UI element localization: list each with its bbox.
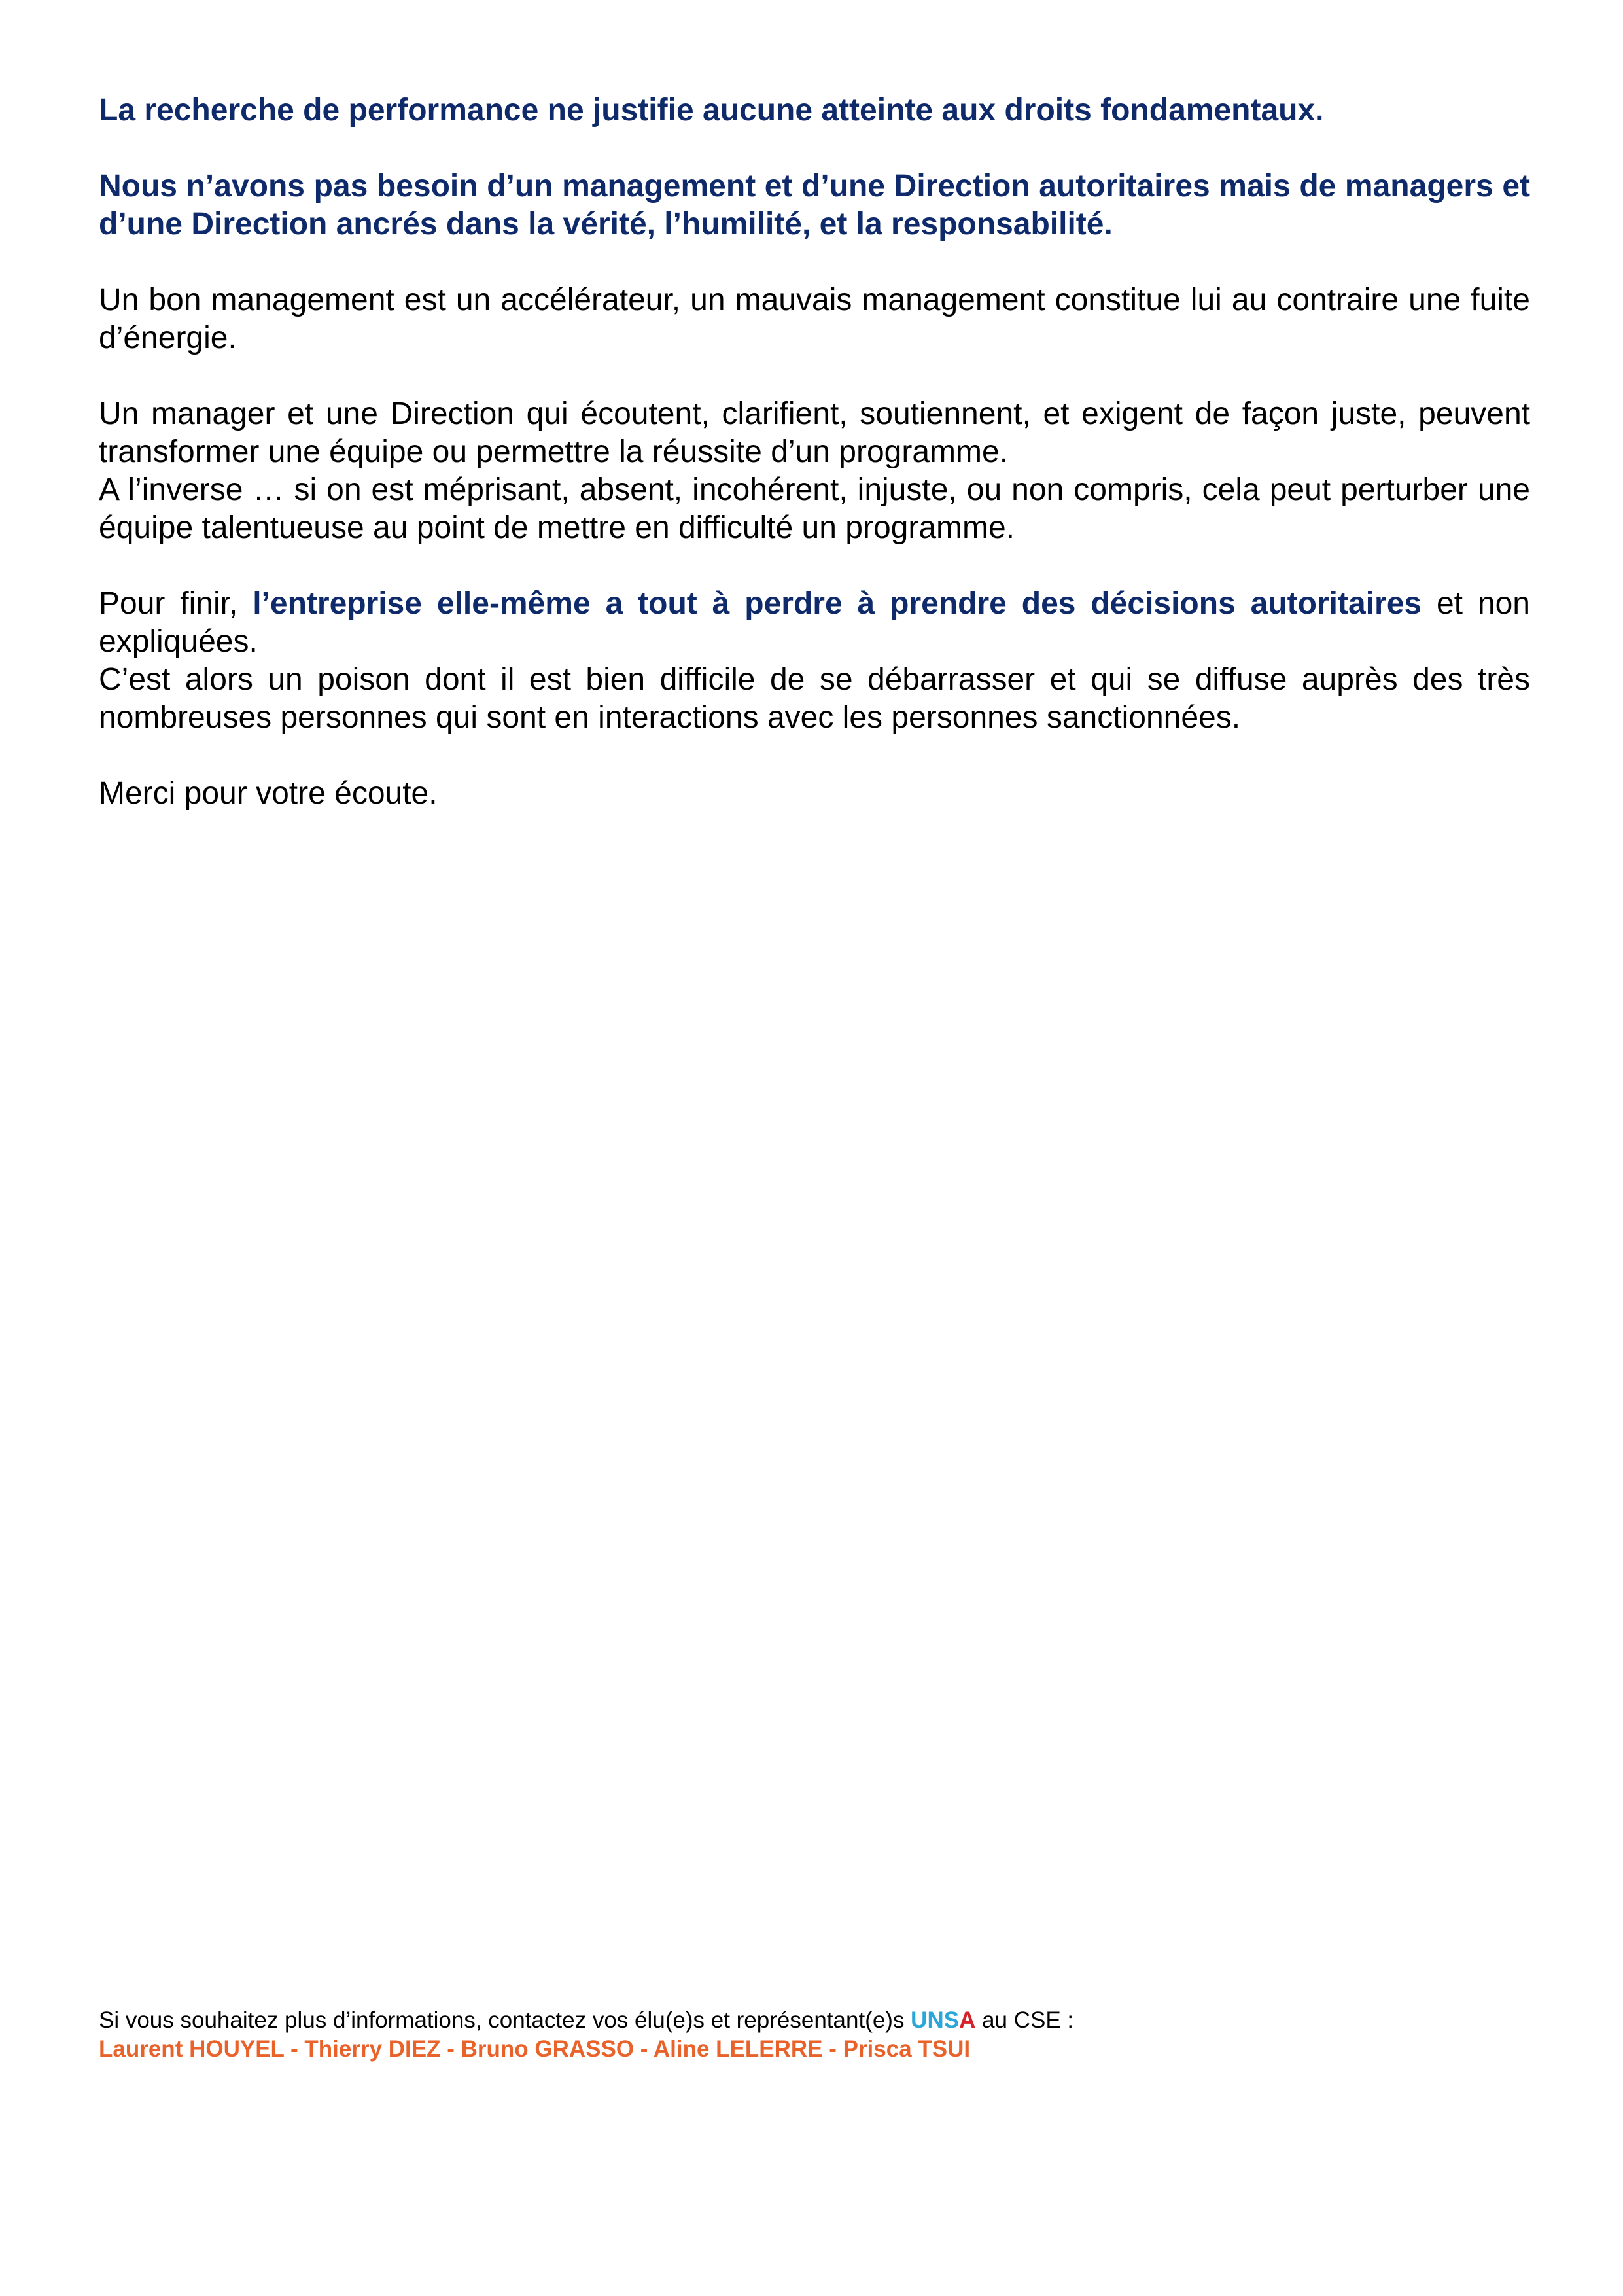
document-body (99, 92, 1530, 851)
contact-footer (99, 2006, 1530, 2064)
conclusion-tail: et non expliquées. (99, 586, 1531, 659)
paragraph-conclusion (99, 585, 1530, 661)
paragraph-inverse: A l’inverse … si on est méprisant, absent, incohérent, injuste, ou non compris, cela peut perturber une équipe talentueuse au point de mettre en difficulté un programme. (99, 472, 1530, 545)
paragraph-poison: C’est alors un poison dont il est bien difficile de se débarrasser et qui se diffuse auprès des très nombreuses personnes qui sont en interactions avec les personnes sanctionnées. (99, 662, 1530, 735)
statement-management: Nous n’avons pas besoin d’un management et d’une Direction autoritaires mais de managers et d’une Direction ancrés dans la vérité, l’humilité, et la responsabilité. (99, 169, 1530, 241)
representatives-names: Laurent HOUYEL - Thierry DIEZ - Bruno GRASSO - Aline LELERRE - Prisca TSUI (99, 2036, 971, 2062)
statement-performance: La recherche de performance ne justifie aucune atteinte aux droits fondamentaux. (99, 93, 1324, 128)
contact-prefix: Si vous souhaitez plus d’informations, contactez vos élu(e)s et représentant(e)s (99, 2007, 911, 2033)
conclusion-emphasis: l’entreprise elle-même a tout à perdre à prendre des décisions autoritaires (253, 586, 1422, 621)
contact-suffix: au CSE : (975, 2007, 1074, 2033)
conclusion-lead: Pour finir, (99, 586, 253, 621)
closing-thanks: Merci pour votre écoute. (99, 776, 438, 811)
brand-unsa-uns: UNS (911, 2007, 960, 2033)
contact-line (99, 2006, 1530, 2035)
brand-unsa-a: A (959, 2007, 976, 2033)
paragraph-good-management: Un bon management est un accélérateur, un mauvais management constitue lui au contraire une fuite d’énergie. (99, 283, 1530, 355)
paragraph-manager-direction: Un manager et une Direction qui écoutent, clarifient, soutiennent, et exigent de façon juste, peuvent transformer une équipe ou permettre la réussite d’un programme. (99, 397, 1530, 469)
